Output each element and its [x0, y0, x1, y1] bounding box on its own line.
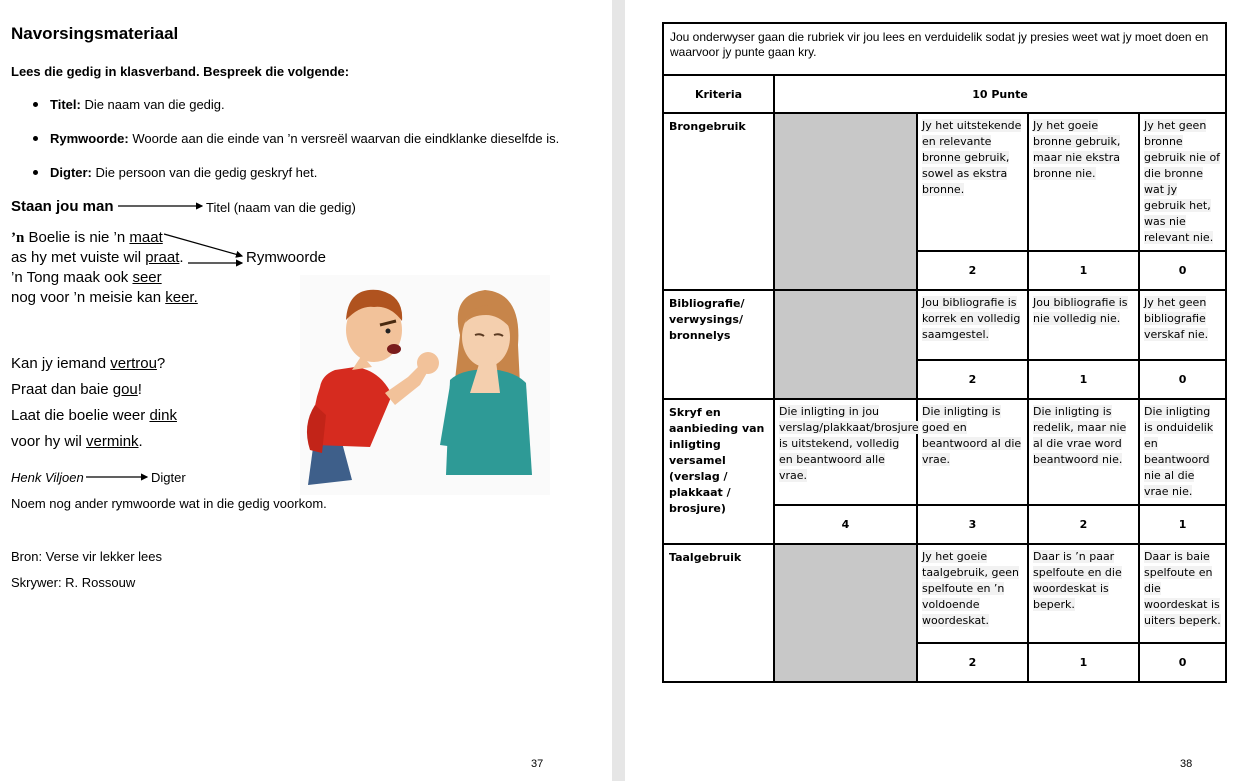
bullet-item-titel: Titel: Die naam van die gedig.	[50, 97, 225, 112]
title-annotation: Titel (naam van die gedig)	[206, 200, 356, 215]
score-cell: 3	[917, 505, 1028, 544]
rhyme-annotation: Rymwoorde	[246, 249, 327, 266]
poem-line: nog voor ’n meisie kan keer.	[11, 289, 198, 306]
descriptor-cell: Daar is baie spelfoute en die woordeskat is uiters beperk.	[1139, 544, 1226, 643]
poem-line: Laat die boelie weer dink	[11, 407, 177, 424]
descriptor-cell: Jy het geen bibliografie verskaf nie.	[1139, 290, 1226, 360]
rubric-intro: Jou onderwyser gaan die rubriek vir jou lees en verduidelik sodat jy presies weet wat jy moet doen en waarvoor jy punte gaan kry.	[663, 23, 1226, 75]
criterion-cell: Bibliografie/ verwysings/ bronnelys	[663, 290, 774, 399]
poem-line: voor hy wil vermink.	[11, 433, 143, 450]
poet-name: Henk Viljoen	[11, 470, 84, 485]
poem-line: as hy met vuiste wil praat.	[11, 249, 184, 266]
descriptor-cell: Die inligting is goed en beantwoord al die vrae.	[917, 399, 1028, 505]
criterion-cell: Taalgebruik	[663, 544, 774, 682]
poem-line: Praat dan baie gou!	[11, 381, 142, 398]
score-cell: 0	[1139, 643, 1226, 682]
descriptor-cell: Jy het goeie bronne gebruik, maar nie ekstra bronne nie.	[1028, 113, 1139, 251]
descriptor-cell: Daar is ’n paar spelfoute en die woordeskat is beperk.	[1028, 544, 1139, 643]
page-title: Navorsingsmateriaal	[11, 24, 179, 43]
rubric-table	[662, 22, 1227, 683]
descriptor-cell: Jy het uitstekende en relevante bronne gebruik, sowel as ekstra bronne.	[917, 113, 1028, 251]
score-cell: 4	[774, 505, 917, 544]
page-38	[625, 0, 1251, 781]
descriptor-cell: Jy het geen bronne gebruik nie of die bronne wat jy gebruik het, was nie relevant nie.	[1139, 113, 1226, 251]
empty-grey-cell	[774, 544, 917, 682]
score-cell: 1	[1028, 643, 1139, 682]
descriptor-cell: Jou bibliografie is nie volledig nie.	[1028, 290, 1139, 360]
bullet-item-digter: Digter: Die persoon van die gedig geskryf het.	[50, 165, 318, 180]
descriptor-cell: Jou bibliografie is korrek en volledig saamgestel.	[917, 290, 1028, 360]
header-criteria: Kriteria	[663, 75, 774, 113]
rubric-header-row	[663, 75, 1226, 113]
descriptor-cell: Jy het goeie taalgebruik, geen spelfoute en ’n voldoende woordeskat.	[917, 544, 1028, 643]
instruction: Lees die gedig in klasverband. Bespreek die volgende:	[11, 64, 350, 79]
score-cell: 2	[1028, 505, 1139, 544]
bullet-item-rymwoorde: Rymwoorde: Woorde aan die einde van ’n versreël waarvan die eindklanke dieselfde is.	[50, 131, 560, 146]
score-cell: 0	[1139, 360, 1226, 399]
rhyme-arrow-1	[164, 234, 242, 256]
score-cell: 2	[917, 643, 1028, 682]
score-cell: 0	[1139, 251, 1226, 290]
page-37	[0, 0, 612, 781]
question-text: Noem nog ander rymwoorde wat in die gedig voorkom.	[11, 496, 327, 511]
poet-annotation: Digter	[151, 470, 186, 485]
header-points: 10 Punte	[774, 75, 1226, 113]
score-cell: 1	[1028, 360, 1139, 399]
poem-line: ’n Boelie is nie ’n maat	[11, 229, 163, 246]
score-cell: 1	[1028, 251, 1139, 290]
writer-text: Skrywer: R. Rossouw	[11, 575, 136, 590]
descriptor-cell: Die inligting is redelik, maar nie al die vrae word beantwoord nie.	[1028, 399, 1139, 505]
poem-title: Staan jou man	[11, 198, 114, 215]
criterion-cell: Brongebruik	[663, 113, 774, 290]
page-number: 38	[1180, 758, 1193, 770]
rubric-intro-row	[663, 23, 1226, 75]
score-cell: 2	[917, 360, 1028, 399]
empty-grey-cell	[774, 290, 917, 399]
score-cell: 1	[1139, 505, 1226, 544]
empty-grey-cell	[774, 113, 917, 290]
rubric-row-taalgebruik	[663, 544, 1226, 643]
descriptor-cell: Die inligting is onduidelik en beantwoord nie al die vrae nie.	[1139, 399, 1226, 505]
rubric-row-brongebruik	[663, 113, 1226, 251]
descriptor-cell: Die inligting in jou verslag/plakkaat/brosjure is uitstekend, volledig en beantwoord alle vrae.	[774, 399, 917, 505]
bully-illustration	[300, 275, 550, 495]
page-number: 37	[531, 758, 544, 770]
poem-line: Kan jy iemand vertrou?	[11, 355, 166, 372]
source-text: Bron: Verse vir lekker lees	[11, 549, 163, 564]
rubric-row-skryf	[663, 399, 1226, 505]
score-cell: 2	[917, 251, 1028, 290]
criterion-cell: Skryf en aanbieding van inligting versamel (verslag / plakkaat / brosjure)	[663, 399, 774, 544]
rubric-row-bibliografie	[663, 290, 1226, 360]
poem-line: ’n Tong maak ook seer	[11, 269, 162, 286]
